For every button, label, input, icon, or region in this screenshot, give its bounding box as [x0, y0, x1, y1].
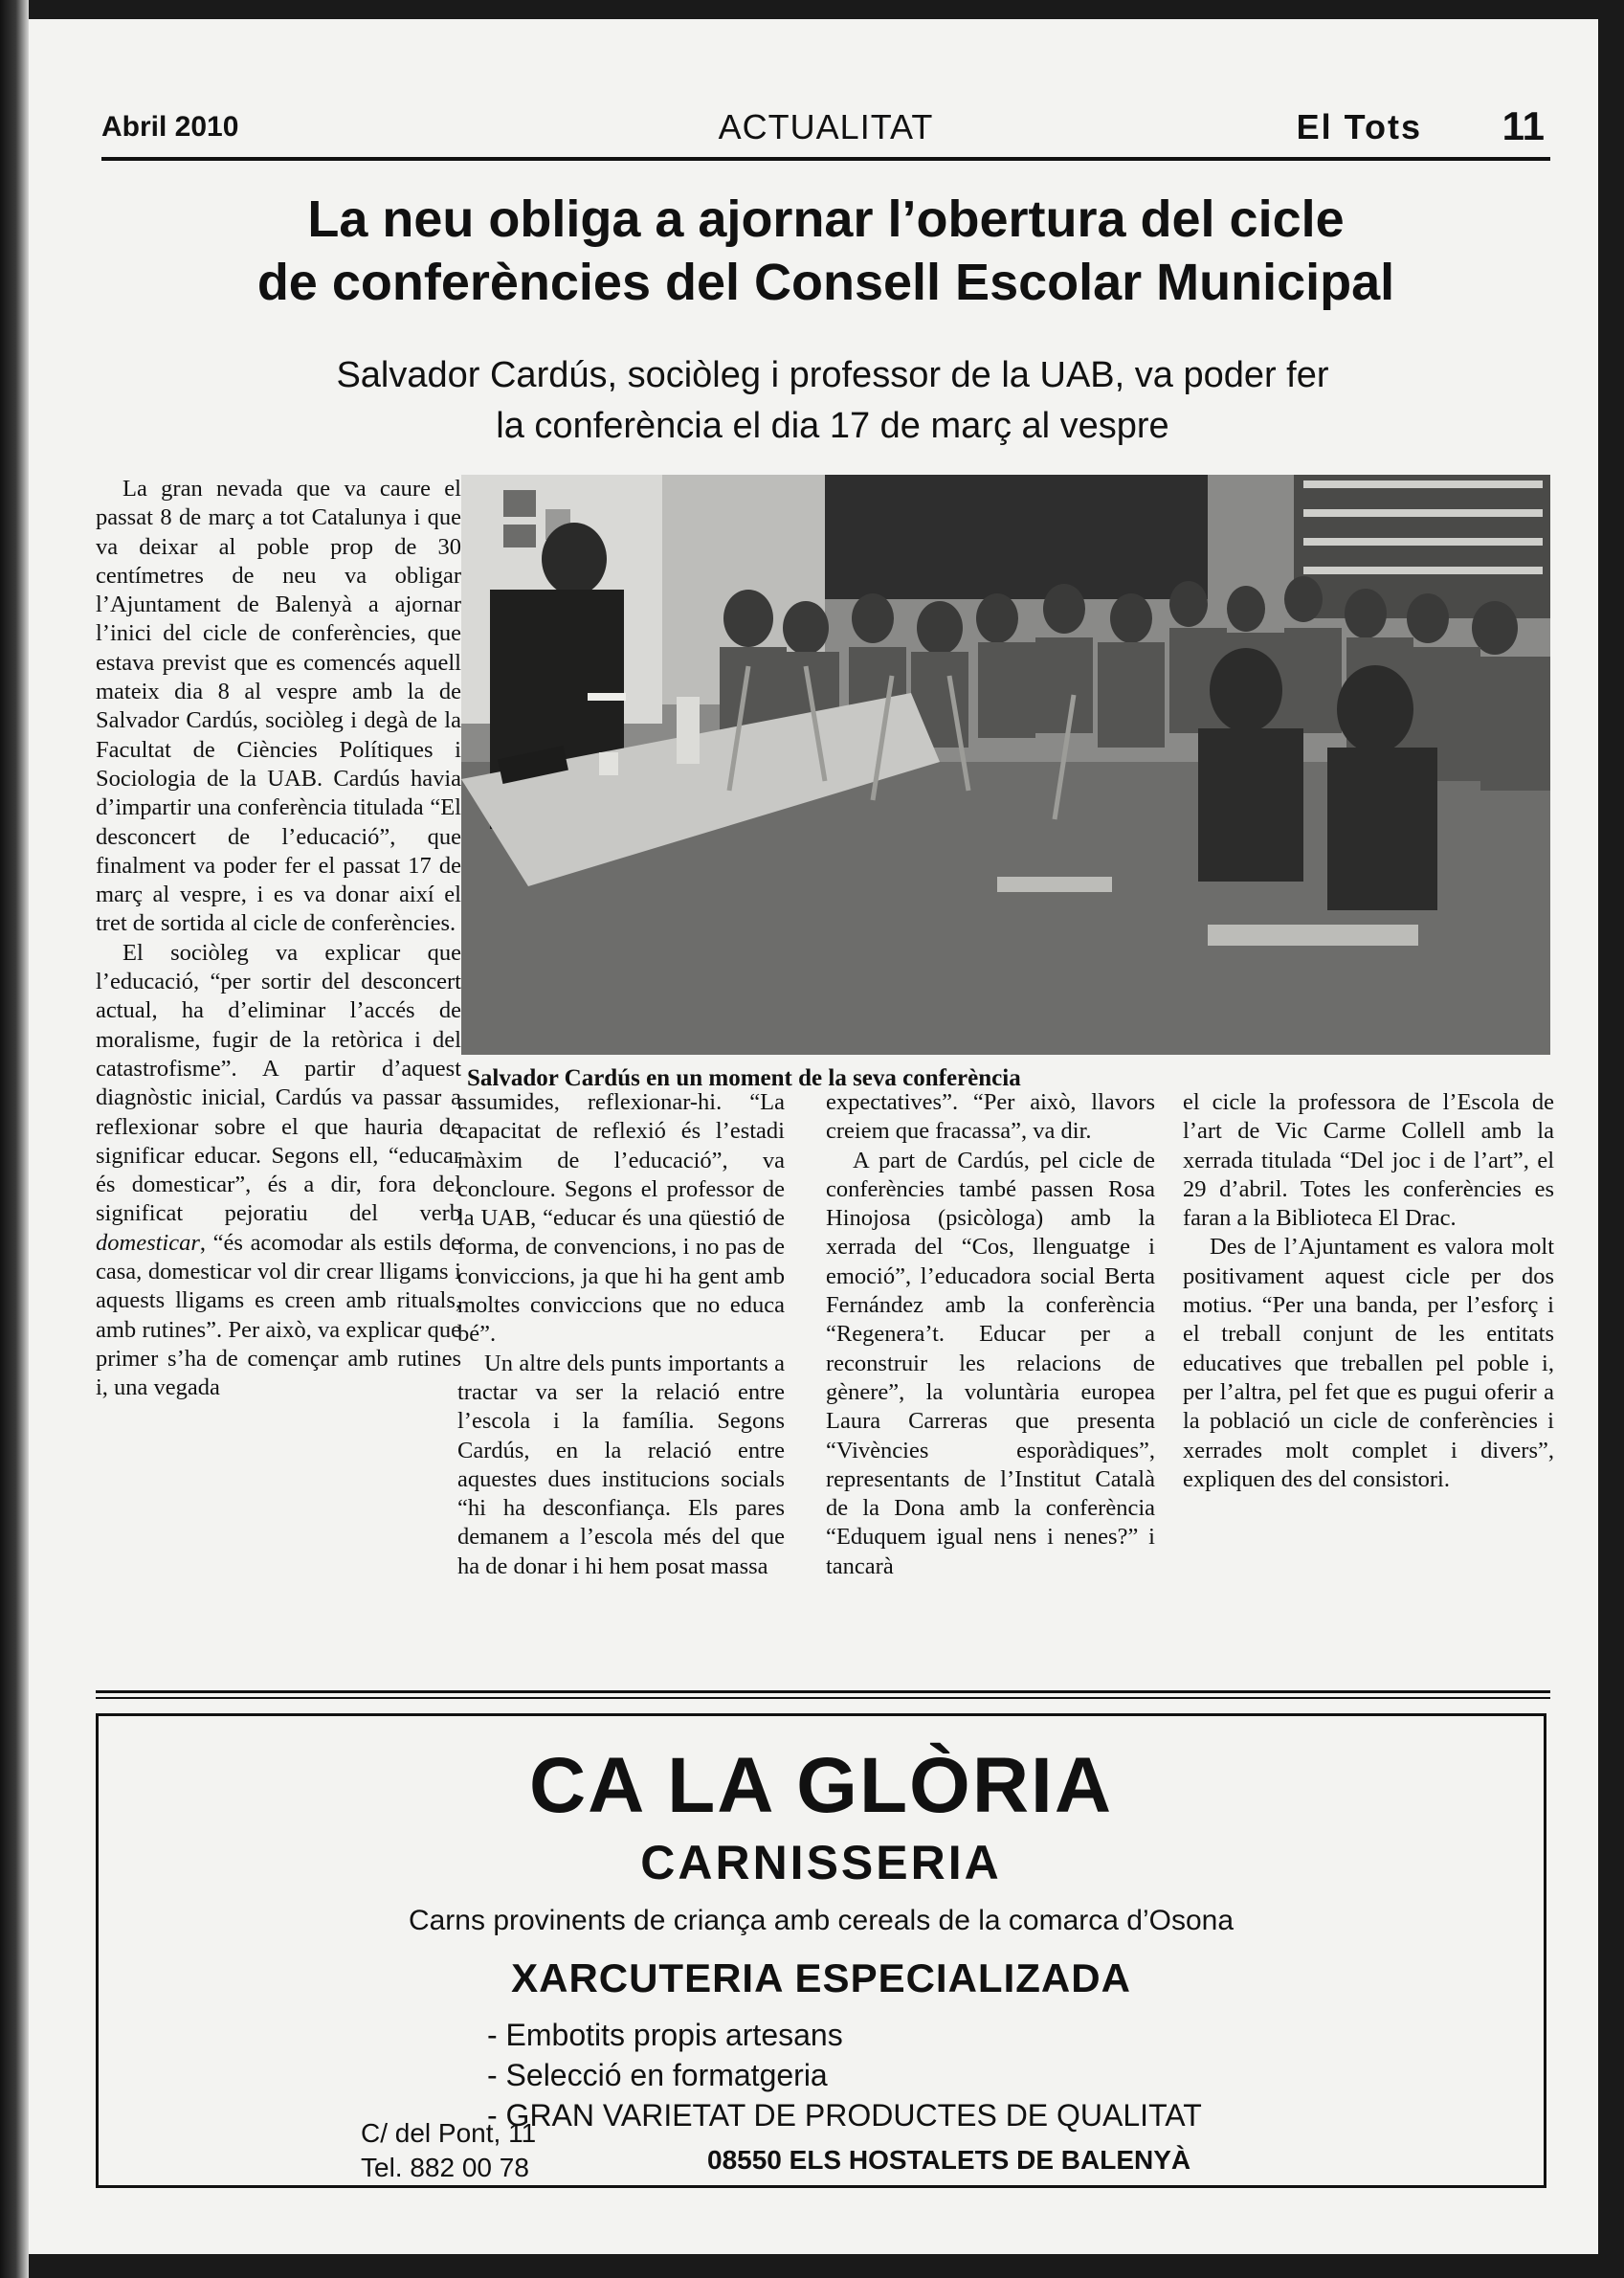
article-subheadline	[144, 350, 1522, 452]
paragraph: expectatives”. “Per això, llavors creiem que fracassa”, va dir.	[826, 1089, 1155, 1145]
publication-name: El Tots	[1296, 107, 1422, 146]
ad-list-item: - GRAN VARIETAT DE PRODUCTES DE QUALITAT	[487, 2098, 1202, 2133]
paragraph: assumides, reflexionar-hi. “La capacitat de reflexió és l’estadi màxim de l’educació”, va concloure. Segons el professor de la UAB, “educar és una qüestió de forma, de convencions, i no pas de conviccions, ja que hi ha gent amb moltes conviccions que no educa bé”.	[457, 1089, 785, 1348]
photo-caption: Salvador Cardús en un moment de la seva conferència	[467, 1065, 1021, 1091]
subhead-line-1: Salvador Cardús, sociòleg i professor de la UAB, va poder fer	[336, 355, 1329, 395]
ad-postal-town: 08550 ELS HOSTALETS DE BALENYÀ	[707, 2145, 1191, 2175]
section-name: ACTUALITAT	[718, 107, 934, 146]
ad-address: C/ del Pont, 11	[361, 2118, 537, 2148]
headline-line-1: La neu obliga a ajornar l’obertura del cicle	[307, 190, 1345, 248]
header-rule	[101, 157, 1550, 161]
ad-list-item: - Selecció en formatgeria	[487, 2058, 828, 2092]
ad-divider-rule	[96, 1690, 1550, 1693]
article-column-4	[1183, 1088, 1554, 1494]
paragraph: La gran nevada que va caure el passat 8 de març a tot Catalunya i que va deixar al poble prop de 30 centímetres de neu va obligar l’Ajuntament de Balenyà a ajornar l’inici del cicle de conferències, que estava previst que es comencés aquell mateix dia 8 al vespre amb la de Salvador Cardús, sociòleg i degà de la Facultat de Ciències Polítiques i Sociologia de la UAB. Cardús havia d’impartir una conferència titulada “El desconcert de l’educació”, que finalment va poder fer el passat 17 de març al vespre, i es va donar així el tret de sortida al cicle de conferències.	[96, 476, 461, 937]
ad-contact	[361, 2116, 536, 2185]
article-column-3	[826, 1088, 1155, 1581]
paragraph: A part de Cardús, pel cicle de conferències també passen Rosa Hinojosa (psicòloga) amb la xerrada del “Cos, llenguatge i emoció”, l’educadora social Berta Fernández amb la conferència “Regenera’t. Educar per a reconstruir les relacions de gènere”, la voluntària europea Laura Carreras que presenta “Vivències esporàdiques”, representants de l’Institut Català de la Dona amb la conferència “Eduquem igual nens i nenes?” i tancarà	[826, 1147, 1155, 1579]
paragraph-text: , “és acomodar als estils de casa, domesticar vol dir crear lligams i aquests lligams es creen amb rituals, amb rutines”. Per això, va explicar que primer s’ha de començar amb rutines i, una vegada	[96, 1229, 461, 1401]
emphasis-text: domesticar	[96, 1229, 200, 1256]
ad-product-list	[487, 2015, 1202, 2135]
article-headline	[101, 188, 1550, 314]
ad-specialty: XARCUTERIA ESPECIALIZADA	[511, 1955, 1131, 2000]
article-column-1	[96, 475, 461, 1403]
conference-photo	[461, 475, 1550, 1055]
binding-edge	[0, 0, 29, 2278]
page-header	[101, 94, 1550, 155]
page-number: 11	[1502, 103, 1545, 148]
paragraph-text: El sociòleg va explicar que l’educació, “per sortir del desconcert actual, ha d’eliminar l’accés de moralisme, fugir de la retòrica i del catastrofisme”. A partir d’aquest diagnòstic inicial, Cardús va passar a reflexionar sobre el que hauria de significar educar. Segons ell, “educar és domesticar”, és a dir, fora del significat pejoratiu del verb	[96, 939, 461, 1227]
paragraph	[96, 939, 461, 1403]
ad-business-type: CARNISSERIA	[640, 1836, 1002, 1889]
ad-phone: Tel. 882 00 78	[361, 2153, 529, 2182]
paragraph: Un altre dels punts importants a tractar va ser la relació entre l’escola i la família. Segons Cardús, en la relació entre aquestes dues institucions socials “hi ha desconfiança. Els pares demanem a l’escola més del que ha de donar i hi hem posat massa	[457, 1350, 785, 1579]
ad-divider-rule	[96, 1697, 1550, 1699]
advertisement-box	[96, 1713, 1546, 2188]
ad-list-item: - Embotits propis artesans	[487, 2018, 843, 2052]
paragraph: Des de l’Ajuntament es valora molt positivament aquest cicle per dos motius. “Per una banda, per l’esforç i el treball conjunt de les entitats educatives que treballen pel poble i, per l’altra, pel fet que es pugui oferir a la població un cicle de conferències i xerrades molt complet i divers”, expliquen des del consistori.	[1183, 1234, 1554, 1492]
paragraph: el cicle la professora de l’Escola de l’art de Vic Carme Collell amb la xerrada titulada “Del joc i de l’art”, el 29 d’abril. Totes les conferències es faran a la Biblioteca El Drac.	[1183, 1089, 1554, 1232]
article-column-2	[457, 1088, 785, 1581]
ad-business-name: CA LA GLÒRIA	[528, 1742, 1114, 1829]
issue-date: Abril 2010	[101, 111, 239, 143]
newspaper-page	[29, 19, 1598, 2254]
subhead-line-2: la conferència el dia 17 de març al vespre	[496, 406, 1169, 446]
headline-line-2: de conferències del Consell Escolar Municipal	[256, 254, 1395, 311]
conference-photo-image	[461, 475, 1550, 1055]
ad-tagline: Carns provinents de criança amb cereals de la comarca d’Osona	[408, 1905, 1235, 1936]
